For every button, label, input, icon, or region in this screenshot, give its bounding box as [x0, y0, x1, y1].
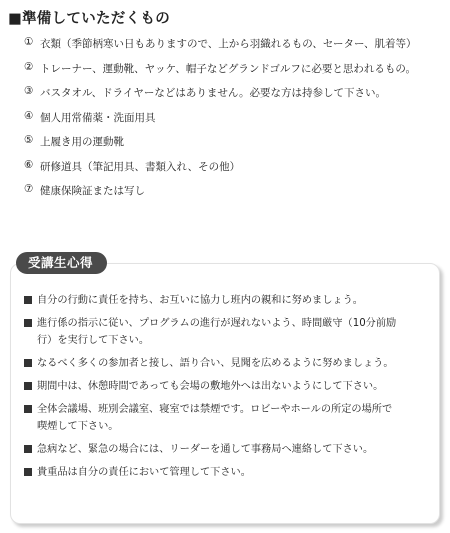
list-item — [24, 36, 444, 61]
item-number: ⑦ — [24, 183, 34, 195]
square-bullet-icon — [24, 359, 32, 367]
rule-item — [24, 355, 434, 372]
item-number: ③ — [24, 85, 34, 97]
item-text: 上履き用の運動靴 — [40, 136, 124, 148]
rule-item — [24, 292, 434, 309]
item-text: 研修道具（筆記用具、書類入れ、その他） — [40, 160, 241, 173]
rule-line: 貴重品は自分の責任において管理して下さい。 — [37, 467, 251, 478]
rule-line: 自分の行動に責任を持ち、お互いに協力し班内の親和に努めましょう。 — [37, 295, 363, 306]
item-number: ④ — [24, 109, 34, 122]
item-text: 衣類（季節柄寒い日もありますので、上から羽織れるもの、セーター、肌着等） — [40, 38, 417, 50]
item-text: 個人用常備薬・洗面用具 — [40, 111, 156, 124]
square-bullet-icon — [24, 445, 32, 453]
rule-line: 期間中は、休憩時間であっても会場の敷地外へは出ないようにして下さい。 — [37, 381, 384, 392]
list-item — [24, 134, 444, 159]
preparations-list — [24, 36, 444, 208]
rules-list — [24, 292, 434, 481]
rule-line: 急病など、緊急の場合には、リーダーを通して事務局へ連絡して下さい。 — [37, 444, 374, 455]
item-number: ⑥ — [24, 158, 34, 171]
preparations-heading: ■準備していただくもの — [8, 11, 170, 27]
list-item — [24, 61, 444, 86]
rule-item — [24, 315, 434, 349]
rules-title-badge: 受講生心得 — [16, 252, 107, 274]
square-bullet-icon — [24, 319, 32, 327]
list-item — [24, 159, 444, 184]
square-bullet-icon — [24, 405, 32, 413]
square-bullet-icon — [24, 468, 32, 476]
rule-line: 全体会議場、班別会議室、寝室では禁煙です。ロビーやホールの所定の場所で — [37, 404, 393, 415]
item-number: ⑤ — [24, 134, 34, 146]
square-bullet-icon — [24, 296, 32, 304]
list-item — [24, 183, 444, 208]
list-item — [24, 110, 444, 135]
rule-line: なるべく多くの参加者と接し、語り合い、見聞を広めるように努めましょう。 — [37, 358, 394, 369]
rule-line: 進行係の指示に従い、プログラムの進行が遅れないよう、時間厳守（10分前励 — [37, 318, 397, 329]
square-bullet-icon — [24, 382, 32, 390]
item-text: トレーナー、運動靴、ヤッケ、帽子などグランドゴルフに必要と思われるもの。 — [40, 62, 417, 75]
item-number: ① — [24, 36, 34, 48]
rule-line: 行）を実行して下さい。 — [37, 335, 150, 346]
rule-line: 喫煙して下さい。 — [37, 421, 119, 432]
item-text: 健康保険証または写し — [40, 185, 145, 197]
rule-item — [24, 378, 434, 395]
rule-item — [24, 401, 434, 435]
rule-item — [24, 441, 434, 458]
list-item — [24, 85, 444, 110]
item-text: バスタオル、ドライヤーなどはありません。必要な方は持参して下さい。 — [40, 87, 386, 99]
item-number: ② — [24, 60, 34, 73]
rule-item — [24, 464, 434, 481]
